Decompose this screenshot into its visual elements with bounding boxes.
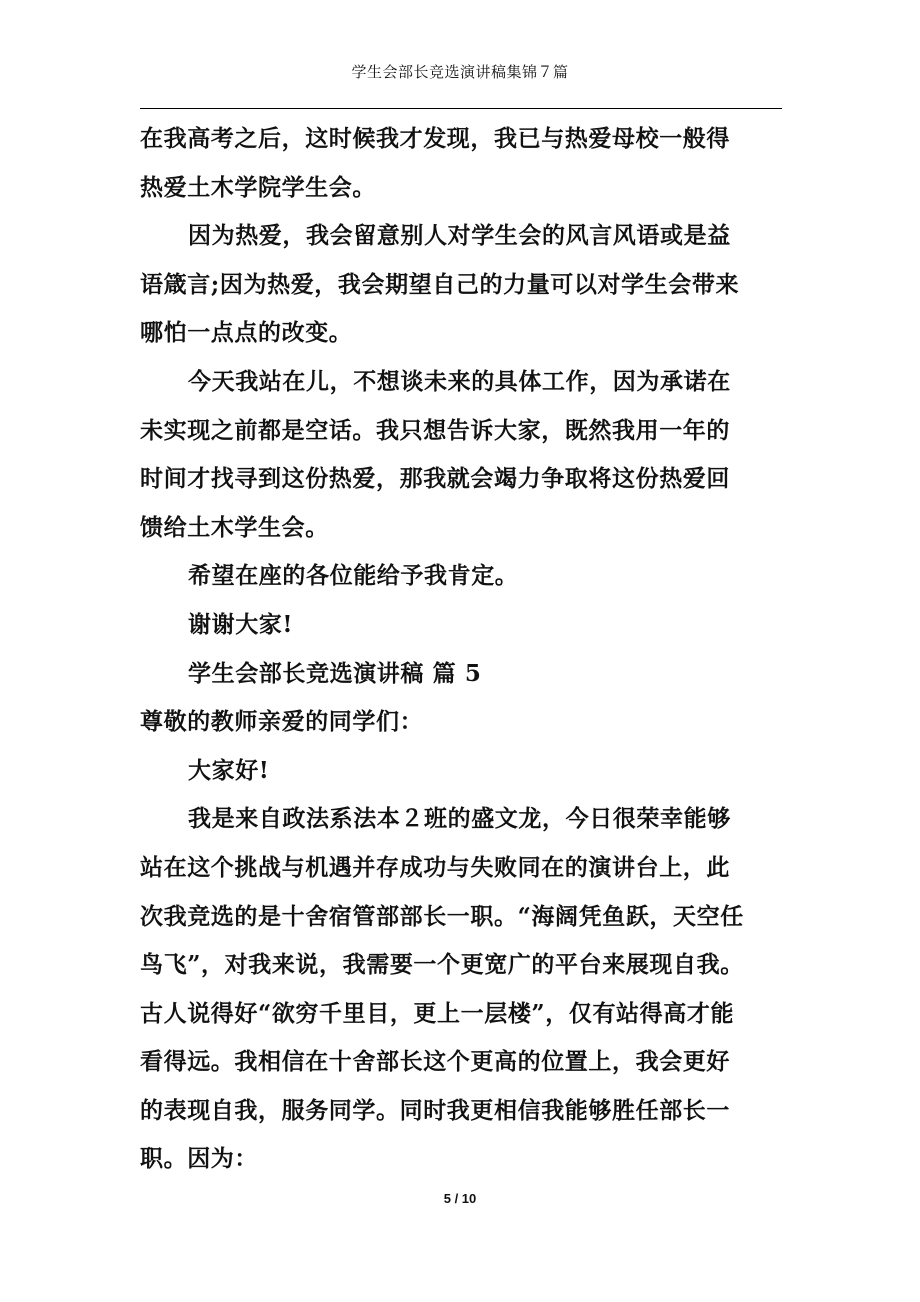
body-line: 我是来自政法系法本２班的盛文龙，今日很荣幸能够 xyxy=(188,805,731,833)
body-line: 时间才找寻到这份热爱，那我就会竭力争取将这份热爱回 xyxy=(140,465,730,493)
body-line: 在我高考之后，这时候我才发现，我已与热爱母校一般得 xyxy=(140,125,730,152)
body-line: 站在这个挑战与机遇并存成功与失败同在的演讲台上，此 xyxy=(140,853,730,881)
body-line: 今天我站在儿，不想谈未来的具体工作，因为承诺在 xyxy=(188,367,731,395)
body-line: 谢谢大家! xyxy=(188,610,294,638)
body-line: 未实现之前都是空话。我只想告诉大家，既然我用一年的 xyxy=(140,416,730,444)
body-line: 职。因为： xyxy=(140,1145,258,1173)
salutation: 尊敬的教师亲爱的同学们： xyxy=(140,708,424,736)
body-line: 馈给土木学生会。 xyxy=(140,513,329,541)
header-divider xyxy=(140,108,782,109)
body-line: 语箴言;因为热爱，我会期望自己的力量可以对学生会带来 xyxy=(140,270,740,298)
body-line: 热爱土木学院学生会。 xyxy=(140,173,376,201)
page-number: 5 / 10 xyxy=(443,1191,477,1206)
body-line: 希望在座的各位能给予我肯定。 xyxy=(188,562,519,590)
body-line: 看得远。我相信在十舍部长这个更高的位置上，我会更好 xyxy=(140,1048,730,1076)
body-line: 的表现自我，服务同学。同时我更相信我能够胜任部长一 xyxy=(140,1096,730,1124)
section-heading: 学生会部长竞选演讲稿 篇 5 xyxy=(188,659,482,687)
body-line: 古人说得好“欲穷千里目，更上一层楼”，仅有站得高才能 xyxy=(140,999,735,1027)
page-header: 学生会部长竞选演讲稿集锦７篇 xyxy=(351,63,569,81)
body-line: 次我竞选的是十舍宿管部部长一职。“海阔凭鱼跃，天空任 xyxy=(140,902,744,930)
document-body xyxy=(140,115,780,1184)
greeting: 大家好! xyxy=(188,756,270,784)
body-line: 鸟飞”，对我来说，我需要一个更宽广的平台来展现自我。 xyxy=(140,951,744,979)
body-line: 哪怕一点点的改变。 xyxy=(140,319,353,347)
body-line: 因为热爱，我会留意别人对学生会的风言风语或是益 xyxy=(188,222,731,250)
